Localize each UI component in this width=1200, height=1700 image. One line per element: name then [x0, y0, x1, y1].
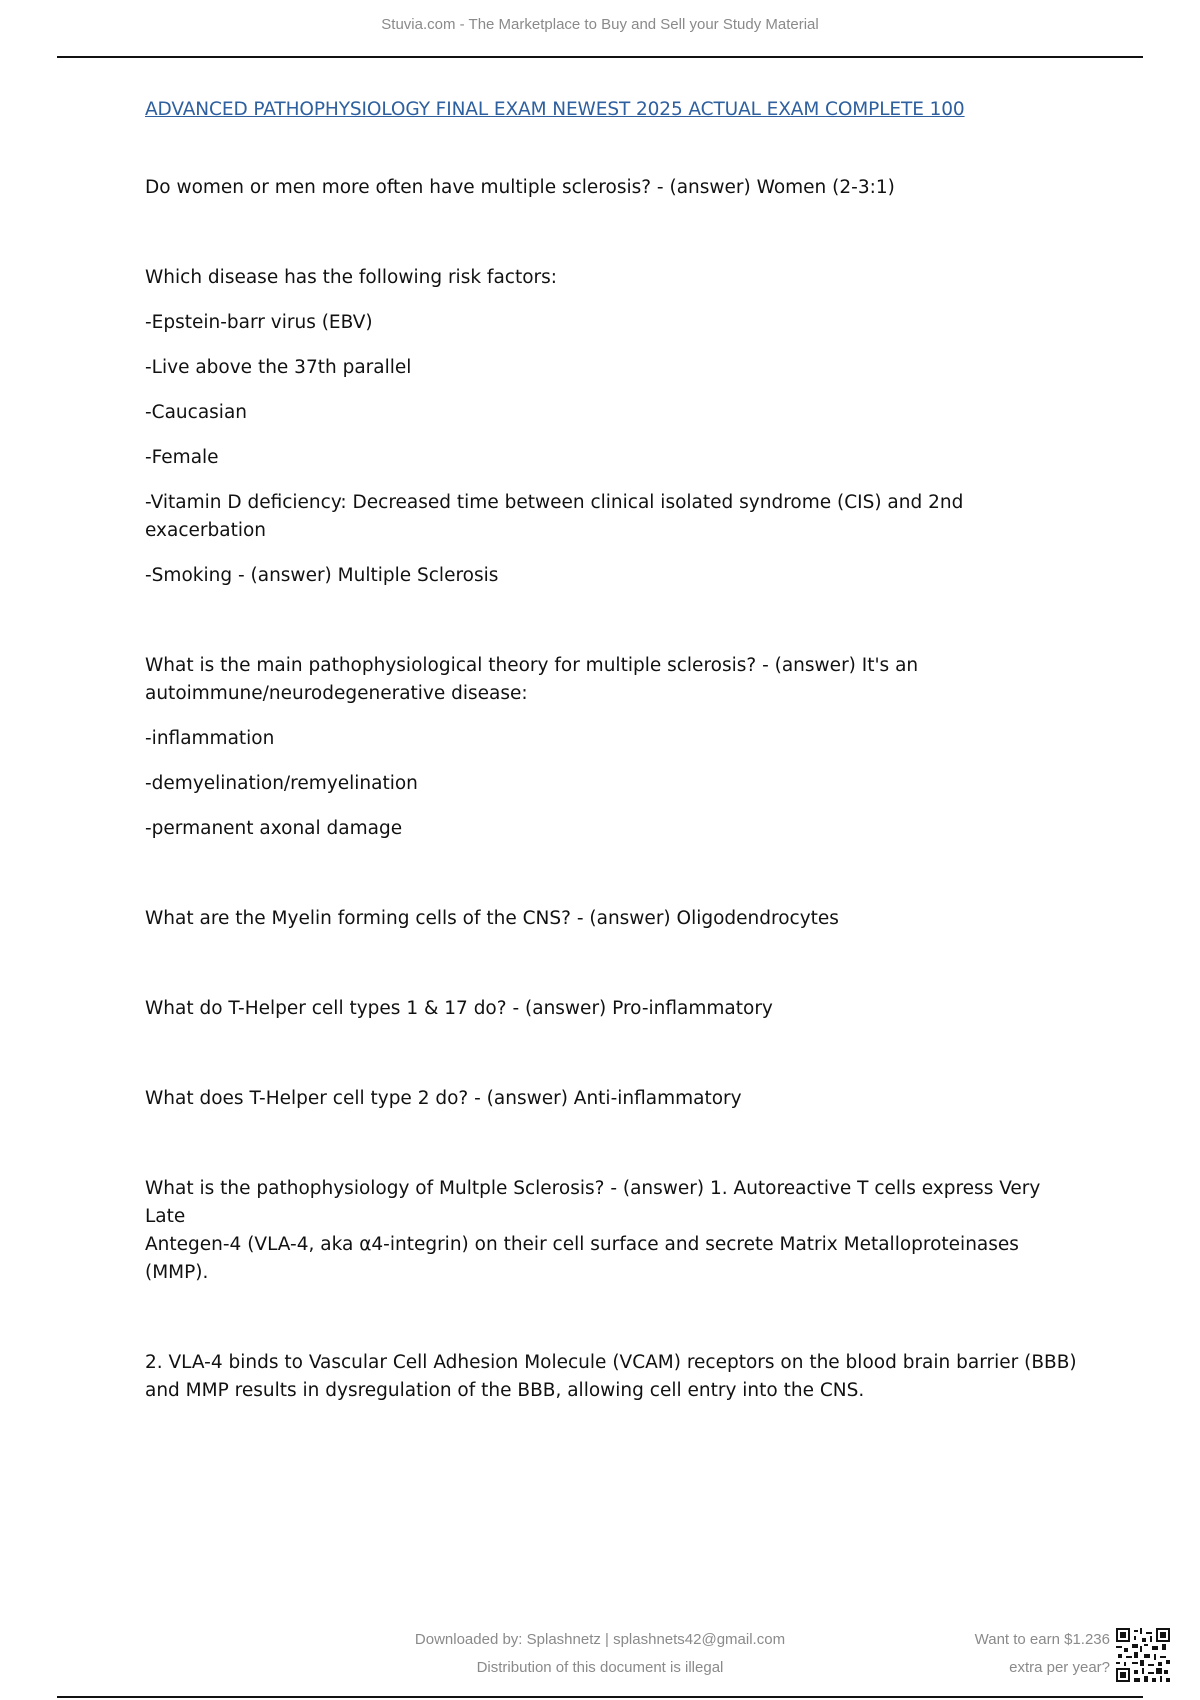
document-title[interactable]: ADVANCED PATHOPHYSIOLOGY FINAL EXAM NEWEST 2025 ACTUAL EXAM COMPLETE 100: [145, 99, 965, 120]
theory-item: -demyelination/remyelination: [145, 773, 418, 794]
question-7-line-2: Antegen-4 (VLA-4, aka α4-integrin) on their cell surface and secrete Matrix Metalloproteinases (MMP).: [145, 1234, 1019, 1283]
question-2-intro: Which disease has the following risk factors:: [145, 267, 557, 288]
footer-distribution-notice: Distribution of this document is illegal: [476, 1659, 724, 1676]
theory-item: -permanent axonal damage: [145, 818, 403, 839]
header-divider: [57, 56, 1143, 58]
question-7-line-1: What is the pathophysiology of Multple Sclerosis? - (answer) 1. Autoreactive T cells express Very Late: [145, 1178, 1041, 1227]
risk-factor-item: -Caucasian: [145, 402, 248, 423]
question-7-paragraph-2-line-1: 2. VLA-4 binds to Vascular Cell Adhesion Molecule (VCAM) receptors on the blood brain barrier (BBB): [145, 1352, 1077, 1373]
question-3-line-1: What is the main pathophysiological theory for multiple sclerosis? - (answer) It's an: [145, 655, 919, 676]
document-body: [145, 96, 1085, 1405]
question-3-line-2: autoimmune/neurodegenerative disease:: [145, 683, 528, 704]
risk-factor-item: -Smoking - (answer) Multiple Sclerosis: [145, 565, 499, 586]
question-6: What does T-Helper cell type 2 do? - (answer) Anti-inflammatory: [145, 1088, 742, 1109]
footer-divider: [57, 1696, 1143, 1698]
risk-factor-item: -Epstein-barr virus (EBV): [145, 312, 373, 333]
qr-code-icon[interactable]: [1116, 1628, 1170, 1682]
footer-promo-line-2: extra per year?: [1009, 1659, 1110, 1676]
risk-factor-item: -Live above the 37th parallel: [145, 357, 412, 378]
risk-factor-item: -Vitamin D deficiency: Decreased time between clinical isolated syndrome (CIS) and 2nd exacerbation: [145, 492, 964, 541]
footer-promo-line-1: Want to earn $1.236: [974, 1631, 1110, 1648]
theory-item: -inflammation: [145, 728, 275, 749]
footer-promo[interactable]: [900, 1626, 1110, 1682]
header-site-text: Stuvia.com - The Marketplace to Buy and Sell your Study Material: [381, 16, 819, 33]
question-7-paragraph-2-line-2: and MMP results in dysregulation of the BBB, allowing cell entry into the CNS.: [145, 1380, 865, 1401]
footer-downloaded-by: Downloaded by: Splashnetz | splashnets42@gmail.com: [414, 1631, 786, 1648]
question-1: Do women or men more often have multiple sclerosis? - (answer) Women (2-3:1): [145, 177, 895, 198]
question-4: What are the Myelin forming cells of the CNS? - (answer) Oligodendrocytes: [145, 908, 839, 929]
question-5: What do T-Helper cell types 1 & 17 do? - (answer) Pro-inflammatory: [145, 998, 773, 1019]
risk-factor-item: -Female: [145, 447, 219, 468]
